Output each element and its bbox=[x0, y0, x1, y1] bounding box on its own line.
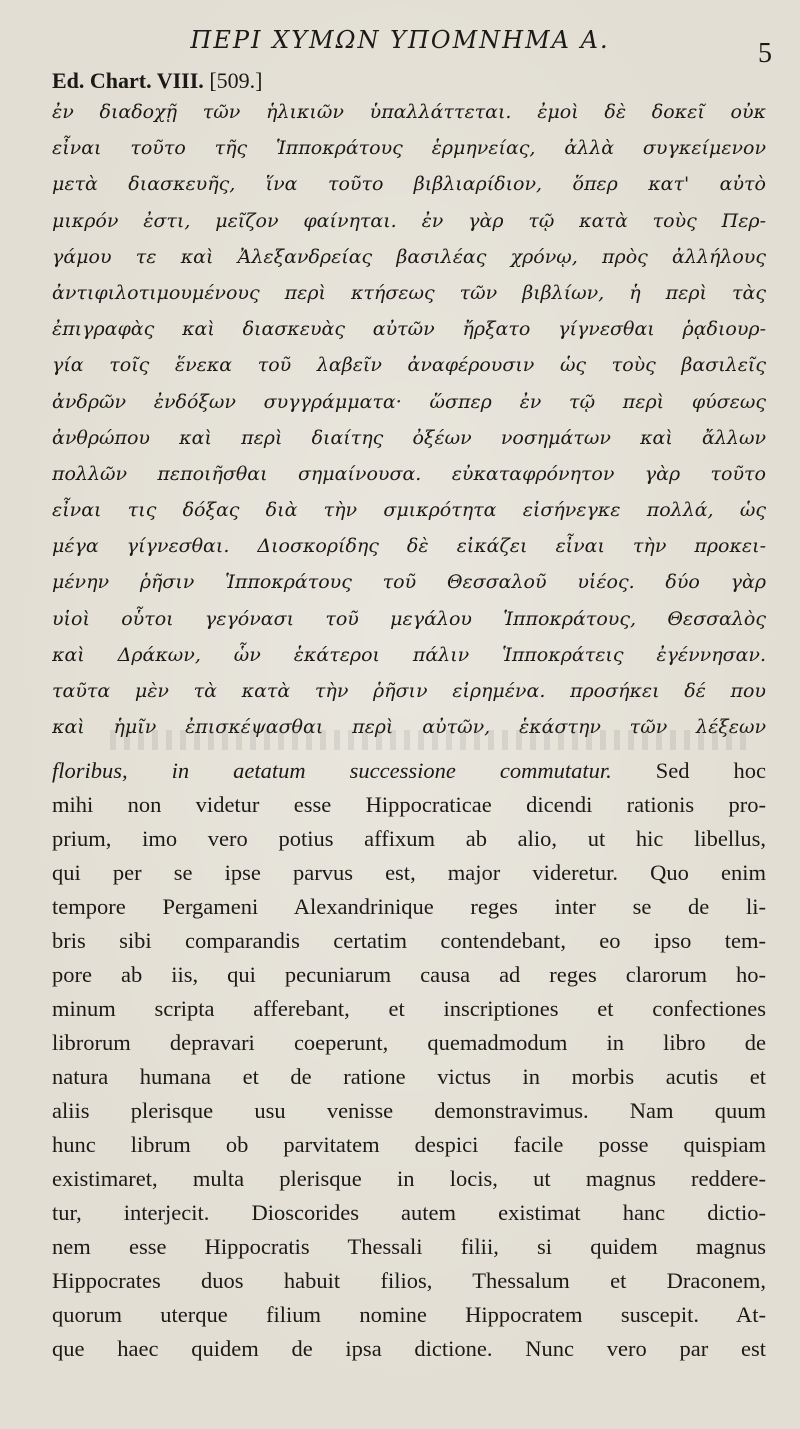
page-number: 5 bbox=[758, 38, 772, 69]
running-title: ΠΕΡΙ ΧΥΜΩΝ ΥΠΟΜΝΗΜΑ Α. bbox=[190, 26, 610, 54]
greek-line: ἐν διαδοχῇ τῶν ἡλικιῶν ὑπαλλάττεται. ἐμοὶ δὲ δοκεῖ οὐκ bbox=[52, 101, 766, 123]
greek-line: πολλῶν πεποιῆσθαι σημαίνουσα. εὐκαταφρόνητον γὰρ τοῦτο bbox=[52, 462, 766, 485]
greek-text-block bbox=[52, 94, 766, 745]
latin-line: mihi non videtur esse Hippocraticae dicendi rationis pro- bbox=[52, 792, 766, 817]
latin-line: prium, imo vero potius affixum ab alio, ut hic libellus, bbox=[52, 826, 766, 851]
latin-line: pore ab iis, qui pecuniarum causa ad reges clarorum ho- bbox=[52, 962, 766, 987]
greek-line: εἶναι τις δόξας διὰ τὴν σμικρότητα εἰσήνεγκε πολλά, ὡς bbox=[52, 499, 766, 522]
edition-label: Ed. Chart. VIII. bbox=[52, 68, 204, 93]
latin-line: qui per se ipse parvus est, major videretur. Quo enim bbox=[52, 860, 766, 885]
greek-line: ἀνδρῶν ἐνδόξων συγγράμματα· ὥσπερ ἐν τῷ περὶ φύσεως bbox=[52, 390, 766, 413]
greek-line: μένην ῥῆσιν Ἱπποκράτους τοῦ Θεσσαλοῦ υἱέος. δύο γὰρ bbox=[52, 571, 766, 594]
latin-line: bris sibi comparandis certatim contendebant, eo ipso tem- bbox=[52, 928, 766, 953]
latin-line: Hippocrates duos habuit filios, Thessalum et Draconem, bbox=[52, 1268, 766, 1293]
latin-line: hunc librum ob parvitatem despici facile posse quispiam bbox=[52, 1132, 766, 1157]
latin-line: tempore Pergameni Alexandrinique reges inter se de li- bbox=[52, 894, 766, 919]
latin-line: librorum depravari coeperunt, quemadmodum in libro de bbox=[52, 1030, 766, 1055]
latin-line: aliis plerisque usu venisse demonstravimus. Nam quum bbox=[52, 1098, 766, 1123]
latin-roman-phrase: Sed hoc bbox=[655, 758, 766, 783]
greek-line: μικρόν ἐστι, μεῖζον φαίνηται. ἐν γὰρ τῷ κατὰ τοὺς Περ- bbox=[52, 209, 766, 232]
latin-line: tur, interjecit. Dioscorides autem existimat hanc dictio- bbox=[52, 1200, 766, 1225]
latin-line: nem esse Hippocratis Thessali filii, si quidem magnus bbox=[52, 1234, 766, 1259]
latin-line bbox=[52, 754, 766, 788]
greek-line: υἱοὶ οὗτοι γεγόνασι τοῦ μεγάλου Ἱπποκράτους, Θεσσαλὸς bbox=[52, 607, 766, 630]
greek-line: εἶναι τοῦτο τῆς Ἱπποκράτους ἑρμηνείας, ἀλλὰ συγκείμενον bbox=[52, 137, 766, 160]
edition-reference bbox=[52, 68, 262, 94]
greek-line: ταῦτα μὲν τὰ κατὰ τὴν ῥῆσιν εἰρημένα. προσήκει δέ που bbox=[52, 680, 766, 702]
edition-page: [509.] bbox=[209, 68, 263, 93]
latin-line: que haec quidem de ipsa dictione. Nunc vero par est bbox=[52, 1336, 766, 1361]
greek-line: μέγα γίγνεσθαι. Διοσκορίδης δὲ εἰκάζει εἶναι τὴν προκει- bbox=[52, 535, 766, 558]
latin-line: existimaret, multa plerisque in locis, ut magnus reddere- bbox=[52, 1166, 766, 1191]
latin-italic-phrase: floribus, in aetatum successione commutatur. bbox=[52, 758, 612, 783]
latin-line: quorum uterque filium nomine Hippocratem suscepit. At- bbox=[52, 1302, 766, 1327]
latin-line: minum scripta afferebant, et inscriptiones et confectiones bbox=[52, 996, 766, 1021]
latin-line: natura humana et de ratione victus in morbis acutis et bbox=[52, 1064, 766, 1089]
greek-line: καὶ Δράκων, ὧν ἑκάτεροι πάλιν Ἱπποκράτεις ἐγέννησαν. bbox=[52, 643, 766, 666]
greek-line: καὶ ἡμῖν ἐπισκέψασθαι περὶ αὐτῶν, ἑκάστην τῶν λέξεων bbox=[52, 716, 766, 739]
greek-line: γάμου τε καὶ Ἀλεξανδρείας βασιλέας χρόνῳ, πρὸς ἀλλήλους bbox=[52, 245, 766, 268]
latin-text-block bbox=[52, 754, 766, 1366]
greek-line: ἐπιγραφὰς καὶ διασκευὰς αὐτῶν ἤρξατο γίγνεσθαι ῥᾳδιουρ- bbox=[52, 318, 766, 341]
greek-line: μετὰ διασκευῆς, ἵνα τοῦτο βιβλιαρίδιον, ὅπερ κατ' αὐτὸ bbox=[52, 173, 766, 196]
greek-line: γία τοῖς ἕνεκα τοῦ λαβεῖν ἀναφέρουσιν ὡς τοὺς βασιλεῖς bbox=[52, 354, 766, 377]
bleed-through-text bbox=[110, 730, 750, 750]
greek-line: ἀντιφιλοτιμουμένους περὶ κτήσεως τῶν βιβλίων, ἡ περὶ τὰς bbox=[52, 281, 766, 304]
greek-line: ἀνθρώπου καὶ περὶ διαίτης ὀξέων νοσημάτων καὶ ἄλλων bbox=[52, 426, 766, 449]
